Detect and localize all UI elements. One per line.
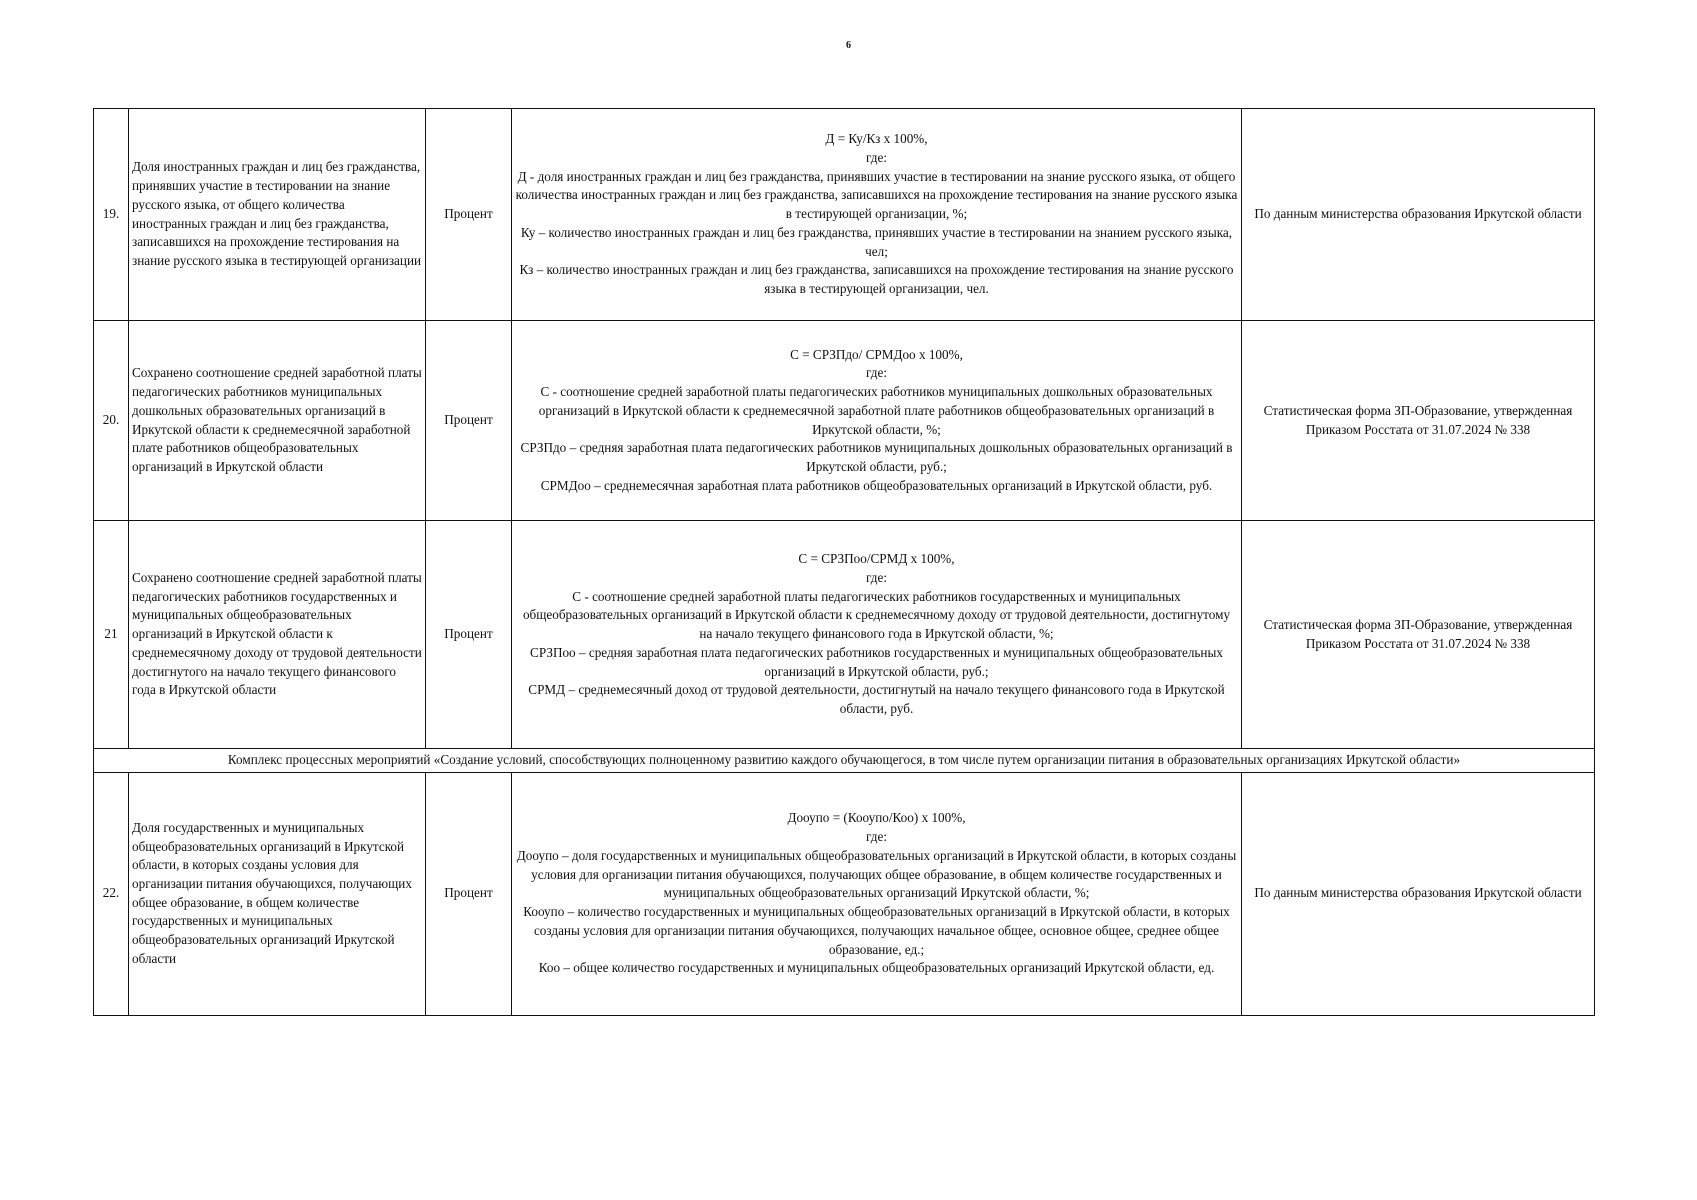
row-number: 20. (94, 321, 129, 521)
data-source: По данным министерства образования Иркутской области (1242, 772, 1595, 1015)
formula-definition: Кз – количество иностранных граждан и лиц без гражданства, записавшихся на прохождение тестирования на знание русского языка в тестирующей организации, чел. (519, 262, 1234, 297)
row-number: 21 (94, 521, 129, 749)
formula-definition: Дооупо – доля государственных и муниципальных общеобразовательных организаций в Иркутской области, в которых созданы условия для организации питания обучающихся, получающих общее образование, в общем количестве государственных и муниципальных общеобразовательных организаций Иркутской области, %; (516, 847, 1237, 901)
indicator-name: Сохранено соотношение средней заработной платы педагогических работников государственных и муниципальных общеобразовательных организаций в Иркутской области к среднемесячному доходу от трудовой деятельности достигнутого на начало текущего финансового года в Иркутской области (129, 521, 426, 749)
data-source: Статистическая форма ЗП-Образование, утвержденная Приказом Росстата от 31.07.2024 № 338 (1242, 321, 1595, 521)
data-source: Статистическая форма ЗП-Образование, утвержденная Приказом Росстата от 31.07.2024 № 338 (1242, 521, 1595, 749)
table-row (94, 321, 1595, 521)
formula-where: где: (866, 829, 887, 845)
formula-definition: Ку – количество иностранных граждан и лиц без гражданства, принявших участие в тестировании на знанием русского языка, чел; (520, 224, 1233, 259)
unit-of-measure: Процент (426, 321, 512, 521)
table-row (94, 521, 1595, 749)
section-header-row (94, 749, 1595, 773)
data-source: По данным министерства образования Иркутской области (1242, 109, 1595, 321)
formula-definition: СРМД – среднемесячный доход от трудовой деятельности, достигнутый на начало текущего финансового года в Иркутской области, руб. (528, 682, 1225, 717)
indicator-name: Сохранено соотношение средней заработной платы педагогических работников муниципальных дошкольных образовательных организаций в Иркутской области к среднемесячной заработной плате работников общеобразовательных организаций в Иркутской области (129, 321, 426, 521)
indicators-table (93, 108, 1595, 1016)
formula-definition: СРЗПоо – средняя заработная плата педагогических работников государственных и муниципальных общеобразовательных организаций в Иркутской области, руб.; (530, 644, 1223, 679)
section-title: Комплекс процессных мероприятий «Создание условий, способствующих полноценному развитию каждого обучающегося, в том числе путем организации питания в образовательных организациях Иркутской области» (94, 749, 1595, 773)
table-row (94, 109, 1595, 321)
table-row (94, 772, 1595, 1015)
formula-definition: С - соотношение средней заработной платы педагогических работников муниципальных дошкольных образовательных организаций в Иркутской области к среднемесячной заработной плате работников общеобразовательных организаций в Иркутской области, %; (538, 384, 1215, 437)
unit-of-measure: Процент (426, 772, 512, 1015)
formula-definition: Д - доля иностранных граждан и лиц без гражданства, принявших участие в тестировании на знание русского языка, от общего количества иностранных граждан и лиц без гражданства, записавшихся на прохождение тестирования на знание русского языка в тестирующей организации, %; (515, 168, 1238, 222)
formula-expression: С = СРЗПдо/ СРМДоо х 100%, (790, 346, 963, 362)
calculation-formula (512, 521, 1242, 749)
formula-definition: Кооупо – количество государственных и муниципальных общеобразовательных организаций в Иркутской области, в которых созданы условия для организации питания обучающихся, получающих начальное общее, основное общее, среднее общее образование, ед.; (523, 904, 1230, 957)
row-number: 22. (94, 772, 129, 1015)
calculation-formula (512, 109, 1242, 321)
formula-expression: Д = Ку/Кз х 100%, (825, 131, 928, 147)
formula-definition: С - соотношение средней заработной платы педагогических работников государственных и муниципальных общеобразовательных организаций в Иркутской области к среднемесячному доходу от трудовой деятельности, достигнутому на начало текущего финансового года в Иркутской области, %; (522, 588, 1231, 642)
formula-definition: СРМДоо – среднемесячная заработная плата работников общеобразовательных организаций в Иркутской области, руб. (540, 477, 1213, 493)
formula-where: где: (866, 569, 887, 585)
unit-of-measure: Процент (426, 109, 512, 321)
formula-definition: СРЗПдо – средняя заработная плата педагогических работников муниципальных дошкольных образовательных организаций в Иркутской области, руб.; (520, 440, 1233, 474)
formula-expression: Дооупо = (Кооупо/Коо) х 100%, (787, 810, 966, 826)
indicator-name: Доля иностранных граждан и лиц без гражданства, принявших участие в тестировании на знание русского языка, от общего количества иностранных граждан и лиц без гражданства, записавшихся на прохождение тестирования на знание русского языка в тестирующей организации (129, 109, 426, 321)
formula-where: где: (866, 365, 887, 381)
formula-where: где: (866, 149, 887, 165)
row-number: 19. (94, 109, 129, 321)
calculation-formula (512, 772, 1242, 1015)
indicator-name: Доля государственных и муниципальных общеобразовательных организаций в Иркутской области, в которых созданы условия для организации питания обучающихся, получающих общее образование, в общем количестве государственных и муниципальных общеобразовательных организаций Иркутской области (129, 772, 426, 1015)
calculation-formula (512, 321, 1242, 521)
formula-expression: С = СРЗПоо/СРМД х 100%, (798, 551, 955, 567)
formula-definition: Коо – общее количество государственных и муниципальных общеобразовательных организаций Иркутской области, ед. (538, 960, 1215, 976)
page-number: 6 (846, 40, 851, 51)
unit-of-measure: Процент (426, 521, 512, 749)
